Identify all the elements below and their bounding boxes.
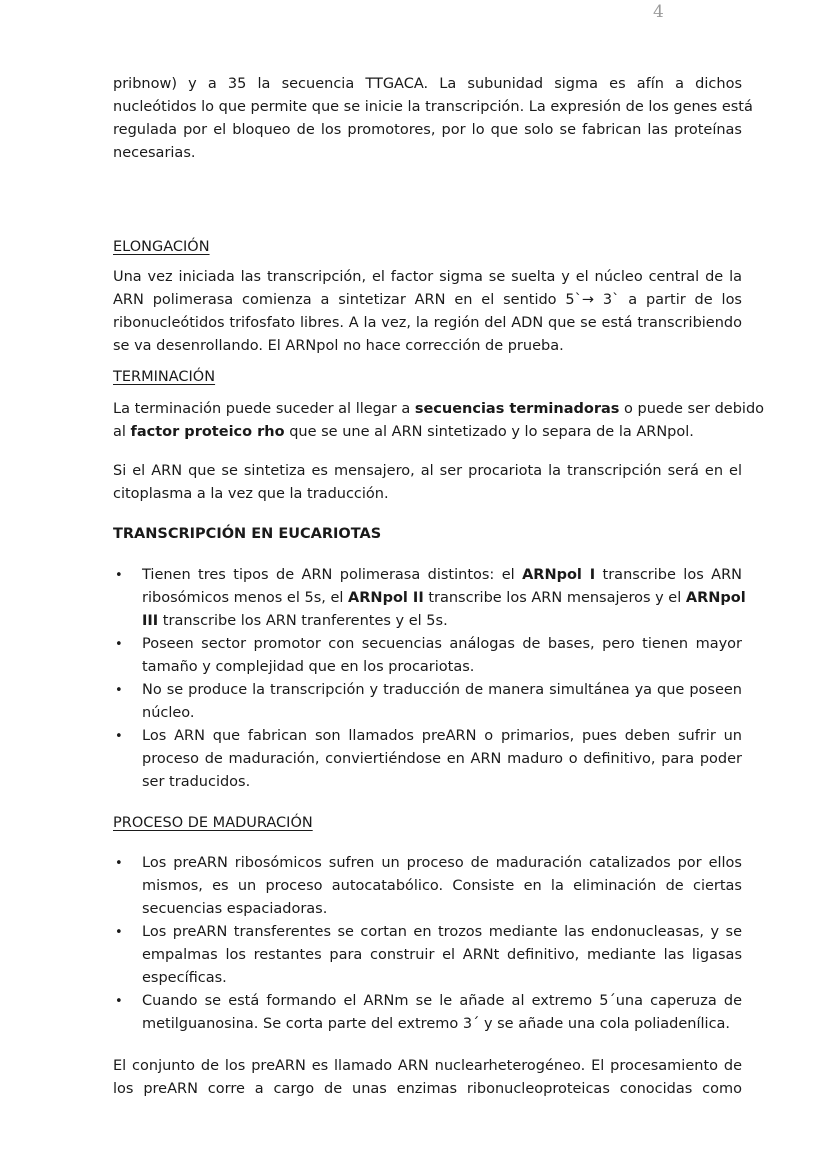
list-item — [113, 725, 742, 794]
text-line: Tienen tres tipos de ARN polimerasa distintos: el ARNpol I transcribe los ARN — [142, 567, 742, 583]
terminacion-paragraph-2 — [113, 460, 742, 506]
text-line: III transcribe los ARN tranferentes y el 5s. — [142, 613, 448, 629]
text-line: necesarias. — [113, 145, 196, 161]
intro-paragraph — [113, 73, 753, 165]
text-line: los preARN corre a cargo de unas enzimas ribonucleoproteicas conocidas como — [113, 1081, 742, 1097]
text-line: metilguanosina. Se corta parte del extremo 3´ y se añade una cola poliadenílica. — [142, 1016, 731, 1032]
text-line: La terminación puede suceder al llegar a secuencias terminadoras o puede ser debido — [113, 401, 765, 417]
section-heading-maduracion: PROCESO DE MADURACIÓN — [113, 815, 313, 831]
list-item — [113, 990, 742, 1036]
text-line: mismos, es un proceso autocatabólico. Consiste en la eliminación de ciertas — [142, 878, 742, 894]
text-line: El conjunto de los preARN es llamado ARN nuclearheterogéneo. El procesamiento de — [113, 1058, 742, 1074]
text-line: ribosómicos menos el 5s, el ARNpol II transcribe los ARN mensajeros y el ARNpol — [142, 590, 746, 606]
text-line: tamaño y complejidad que en los procariotas. — [142, 659, 475, 675]
bullet-icon: • — [115, 683, 123, 698]
list-item — [113, 564, 746, 633]
text-line: específicas. — [142, 970, 227, 986]
section-heading-elongacion: ELONGACIÓN — [113, 239, 210, 255]
text-line: citoplasma a la vez que la traducción. — [113, 486, 389, 502]
bold-term: ARNpol I — [522, 567, 596, 583]
bold-term: secuencias terminadoras — [414, 401, 620, 417]
text-line: Los ARN que fabrican son llamados preARN o primarios, pues deben sufrir un — [142, 728, 742, 744]
section-heading-eucariotas: TRANSCRIPCIÓN EN EUCARIOTAS — [113, 526, 382, 542]
bullet-icon: • — [115, 994, 123, 1009]
terminacion-paragraph — [113, 398, 765, 444]
bold-term: III — [142, 613, 159, 629]
section-heading-terminacion: TERMINACIÓN — [113, 369, 216, 385]
list-item — [113, 679, 742, 725]
text-line: nucleótidos lo que permite que se inicie la transcripción. La expresión de los genes está — [113, 99, 753, 115]
elongacion-paragraph — [113, 266, 742, 358]
text-line: ribonucleótidos trifosfato libres. A la vez, la región del ADN que se está transcribiendo — [113, 315, 742, 331]
text-line: Una vez iniciada las transcripción, el factor sigma se suelta y el núcleo central de la — [113, 269, 742, 285]
bullet-icon: • — [115, 729, 123, 744]
text-line: regulada por el bloqueo de los promotores, por lo que solo se fabrican las proteínas — [113, 122, 742, 138]
text-line: secuencias espaciadoras. — [142, 901, 328, 917]
maduracion-bullet-list — [113, 852, 742, 1036]
text-line: proceso de maduración, conviertiéndose en ARN maduro o definitivo, para poder — [142, 751, 742, 767]
text-line: Cuando se está formando el ARNm se le añade al extremo 5´una caperuza de — [142, 993, 742, 1009]
list-item — [113, 633, 742, 679]
text-line: al factor proteico rho que se une al ARN sintetizado y lo separa de la ARNpol. — [113, 424, 694, 440]
eucariotas-bullet-list — [113, 564, 746, 794]
text-line: Los preARN ribosómicos sufren un proceso de maduración catalizados por ellos — [142, 855, 742, 871]
text-line: núcleo. — [142, 705, 195, 721]
text-line: Los preARN transferentes se cortan en trozos mediante las endonucleasas, y se — [142, 924, 742, 940]
text-line: pribnow) y a 35 la secuencia TTGACA. La subunidad sigma es afín a dichos — [113, 76, 742, 92]
bold-term: ARNpol — [685, 590, 746, 606]
text-line: ARN polimerasa comienza a sintetizar ARN en el sentido 5`→ 3` a partir de los — [113, 292, 742, 308]
bullet-icon: • — [115, 568, 123, 583]
closing-paragraph — [113, 1055, 742, 1101]
bullet-icon: • — [115, 925, 123, 940]
bullet-icon: • — [115, 637, 123, 652]
text-line: se va desenrollando. El ARNpol no hace corrección de prueba. — [113, 338, 564, 354]
bold-term: ARNpol II — [348, 590, 424, 606]
list-item — [113, 921, 742, 990]
page-number: 4 — [653, 2, 664, 22]
list-item — [113, 852, 742, 921]
text-line: Si el ARN que se sintetiza es mensajero, al ser procariota la transcripción será en el — [113, 463, 742, 479]
text-line: ser traducidos. — [142, 774, 251, 790]
text-line: empalmas los restantes para construir el ARNt definitivo, mediante las ligasas — [142, 947, 742, 963]
bold-term: factor proteico rho — [130, 424, 285, 440]
text-line: No se produce la transcripción y traducción de manera simultánea ya que poseen — [142, 682, 742, 698]
text-line: Poseen sector promotor con secuencias análogas de bases, pero tienen mayor — [142, 636, 742, 652]
bullet-icon: • — [115, 856, 123, 871]
